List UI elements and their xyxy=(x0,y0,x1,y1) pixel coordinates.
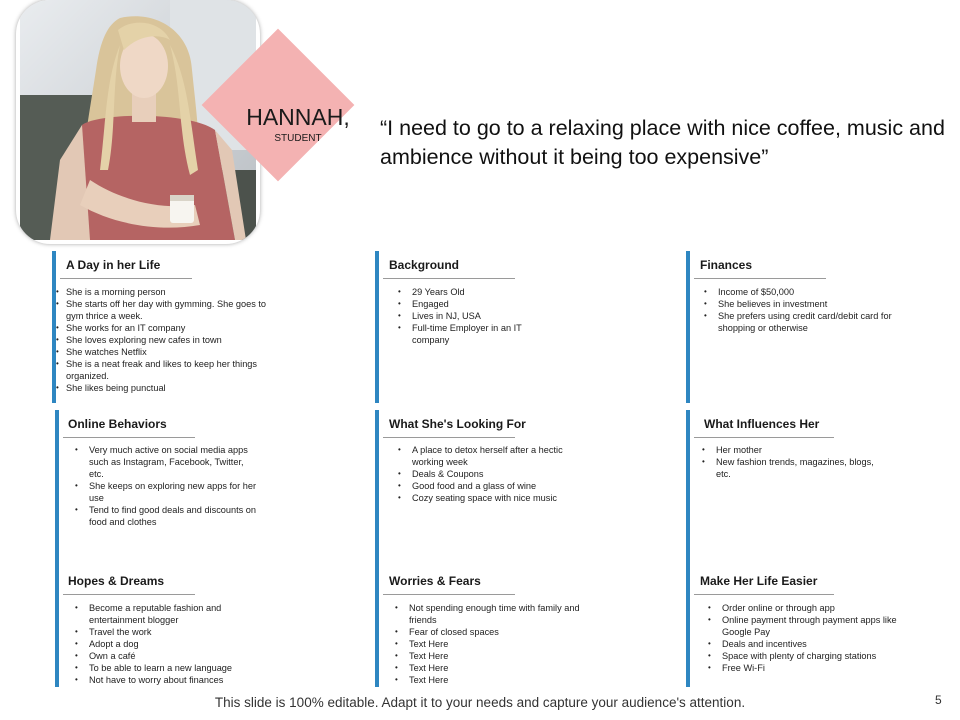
bullet-icon: • xyxy=(75,481,78,490)
section-bullet-item xyxy=(395,650,589,662)
bullet-text: Not have to worry about finances xyxy=(89,675,224,685)
bullet-text: Travel the work xyxy=(89,627,152,637)
section-title: Background xyxy=(389,258,460,272)
bullet-icon: • xyxy=(704,287,707,296)
section-bullet-list xyxy=(395,602,589,686)
section-bullet-item xyxy=(75,638,264,650)
bullet-icon: • xyxy=(56,383,59,392)
persona-role: STUDENT xyxy=(274,133,322,144)
section-divider xyxy=(383,437,515,438)
section-divider xyxy=(63,437,195,438)
page-number: 5 xyxy=(935,693,942,707)
section-accent-bar xyxy=(686,251,690,403)
section-accent-bar xyxy=(375,567,379,687)
section-bullet-item xyxy=(56,358,271,382)
section-title: Hopes & Dreams xyxy=(68,574,165,588)
section-title: Worries & Fears xyxy=(389,574,481,588)
bullet-text: Deals & Coupons xyxy=(412,469,484,479)
section-accent-bar xyxy=(686,410,690,568)
bullet-text: She watches Netflix xyxy=(66,347,147,357)
persona-quote: “I need to go to a relaxing place with nice coffee, music and ambience without it being too expensive” xyxy=(380,116,945,169)
bullet-text: Online payment through payment apps like Google Pay xyxy=(722,615,897,637)
bullet-text: Very much active on social media apps such as Instagram, Facebook, Twitter, etc. xyxy=(89,445,248,479)
bullet-text: Lives in NJ, USA xyxy=(412,311,481,321)
bullet-icon: • xyxy=(75,675,78,684)
section-bullet-item xyxy=(702,444,876,456)
bullet-text: Free Wi-Fi xyxy=(722,663,765,673)
bullet-text: Adopt a dog xyxy=(89,639,139,649)
bullet-icon: • xyxy=(75,627,78,636)
bullet-icon: • xyxy=(708,651,711,660)
bullet-icon: • xyxy=(395,639,398,648)
bullet-icon: • xyxy=(704,299,707,308)
section-bullet-item xyxy=(395,602,589,626)
section-card xyxy=(686,410,950,568)
section-title: What She's Looking For xyxy=(389,417,526,431)
section-divider xyxy=(694,437,834,438)
section-bullet-item xyxy=(704,298,903,310)
section-bullet-item xyxy=(398,468,592,480)
bullet-icon: • xyxy=(56,359,59,368)
bullet-text: She likes being punctual xyxy=(66,383,166,393)
section-bullet-item xyxy=(704,286,903,298)
bullet-icon: • xyxy=(398,311,401,320)
bullet-icon: • xyxy=(75,445,78,454)
section-bullet-item xyxy=(75,602,264,626)
bullet-text: Engaged xyxy=(412,299,449,309)
bullet-text: She loves exploring new cafes in town xyxy=(66,335,222,345)
section-title: What Influences Her xyxy=(704,417,820,431)
bullet-icon: • xyxy=(75,651,78,660)
bullet-text: She is a neat freak and likes to keep her things organized. xyxy=(66,359,258,381)
bullet-icon: • xyxy=(704,311,707,320)
bullet-text: Her mother xyxy=(716,445,762,455)
section-title: Online Behaviors xyxy=(68,417,167,431)
section-bullet-item xyxy=(56,346,271,358)
bullet-text: She keeps on exploring new apps for her use xyxy=(89,481,257,503)
bullet-icon: • xyxy=(395,675,398,684)
bullet-icon: • xyxy=(708,639,711,648)
bullet-text: Cozy seating space with nice music xyxy=(412,493,558,503)
bullet-icon: • xyxy=(75,603,78,612)
section-title: A Day in her Life xyxy=(66,258,161,272)
section-bullet-item xyxy=(398,310,552,322)
bullet-text: Good food and a glass of wine xyxy=(412,481,537,491)
section-bullet-item xyxy=(56,298,271,322)
bullet-icon: • xyxy=(708,663,711,672)
bullet-icon: • xyxy=(398,299,401,308)
bullet-icon: • xyxy=(75,505,78,514)
section-bullet-item xyxy=(708,614,907,638)
bullet-text: Text Here xyxy=(409,639,449,649)
bullet-icon: • xyxy=(395,603,398,612)
bullet-icon: • xyxy=(398,323,401,332)
bullet-text: Order online or through app xyxy=(722,603,835,613)
bullet-icon: • xyxy=(395,627,398,636)
bullet-text: Space with plenty of charging stations xyxy=(722,651,877,661)
section-bullet-list xyxy=(56,286,271,394)
section-bullet-item xyxy=(398,322,552,346)
section-bullet-item xyxy=(708,662,907,674)
section-bullet-item xyxy=(398,480,592,492)
section-title: Make Her Life Easier xyxy=(700,574,818,588)
section-bullet-item xyxy=(56,382,271,394)
bullet-text: Text Here xyxy=(409,663,449,673)
bullet-icon: • xyxy=(398,481,401,490)
bullet-text: Text Here xyxy=(409,651,449,661)
section-bullet-list xyxy=(75,444,259,528)
section-bullet-item xyxy=(56,334,271,346)
section-bullet-list xyxy=(702,444,876,480)
section-bullet-item xyxy=(702,456,876,480)
bullet-text: Full-time Employer in an IT company xyxy=(412,323,522,345)
bullet-text: 29 Years Old xyxy=(412,287,465,297)
section-bullet-item xyxy=(708,602,907,614)
bullet-icon: • xyxy=(75,663,78,672)
bullet-text: Become a reputable fashion and entertainment blogger xyxy=(89,603,222,625)
bullet-text: Fear of closed spaces xyxy=(409,627,499,637)
section-card xyxy=(686,567,950,687)
section-bullet-item xyxy=(56,322,271,334)
section-divider xyxy=(694,278,826,279)
section-divider xyxy=(383,594,515,595)
section-bullet-item xyxy=(75,480,259,504)
section-card xyxy=(686,251,950,403)
bullet-text: To be able to learn a new language xyxy=(89,663,233,673)
bullet-text: She starts off her day with gymming. She goes to gym thrice a week. xyxy=(66,299,267,321)
section-bullet-item xyxy=(704,310,903,334)
section-bullet-item xyxy=(708,650,907,662)
section-divider xyxy=(60,278,192,279)
persona-name-block xyxy=(236,104,360,145)
section-bullet-item xyxy=(75,626,264,638)
section-bullet-list xyxy=(398,444,592,504)
footer-note: This slide is 100% editable. Adapt it to your needs and capture your audience's attention. xyxy=(214,695,746,710)
section-accent-bar xyxy=(55,567,59,687)
bullet-icon: • xyxy=(75,639,78,648)
section-divider xyxy=(63,594,195,595)
bullet-text: She is a morning person xyxy=(66,287,166,297)
bullet-text: New fashion trends, magazines, blogs, etc. xyxy=(716,457,874,479)
section-bullet-item xyxy=(75,662,264,674)
bullet-icon: • xyxy=(708,615,711,624)
bullet-icon: • xyxy=(398,445,401,454)
bullet-icon: • xyxy=(398,469,401,478)
section-bullet-list xyxy=(75,602,264,686)
bullet-text: Text Here xyxy=(409,675,449,685)
section-bullet-list xyxy=(708,602,907,674)
bullet-text: She works for an IT company xyxy=(66,323,186,333)
bullet-icon: • xyxy=(56,287,59,296)
bullet-text: She believes in investment xyxy=(718,299,828,309)
bullet-text: Tend to find good deals and discounts on food and clothes xyxy=(89,505,257,527)
section-title: Finances xyxy=(700,258,753,272)
section-bullet-item xyxy=(395,674,589,686)
section-accent-bar xyxy=(55,410,59,568)
section-bullet-item xyxy=(75,650,264,662)
bullet-icon: • xyxy=(702,457,705,466)
bullet-text: She prefers using credit card/debit card for shopping or otherwise xyxy=(718,311,892,333)
section-bullet-item xyxy=(395,662,589,674)
bullet-icon: • xyxy=(56,299,59,308)
bullet-text: Not spending enough time with family and friends xyxy=(409,603,580,625)
section-bullet-item xyxy=(75,674,264,686)
section-bullet-item xyxy=(56,286,271,298)
bullet-text: A place to detox herself after a hectic working week xyxy=(412,445,563,467)
bullet-icon: • xyxy=(398,287,401,296)
bullet-icon: • xyxy=(398,493,401,502)
bullet-text: Income of $50,000 xyxy=(718,287,795,297)
section-bullet-item xyxy=(395,626,589,638)
section-accent-bar xyxy=(375,251,379,403)
section-bullet-list xyxy=(398,286,552,346)
section-divider xyxy=(383,278,515,279)
bullet-text: Deals and incentives xyxy=(722,639,807,649)
bullet-icon: • xyxy=(395,651,398,660)
section-bullet-item xyxy=(398,444,592,468)
section-bullet-item xyxy=(398,286,552,298)
bullet-icon: • xyxy=(56,323,59,332)
section-bullet-item xyxy=(75,504,259,528)
section-bullet-item xyxy=(75,444,259,480)
bullet-icon: • xyxy=(702,445,705,454)
bullet-icon: • xyxy=(708,603,711,612)
section-accent-bar xyxy=(375,410,379,568)
bullet-text: Own a café xyxy=(89,651,136,661)
section-bullet-item xyxy=(708,638,907,650)
section-bullet-item xyxy=(395,638,589,650)
section-bullet-item xyxy=(398,298,552,310)
bullet-icon: • xyxy=(56,347,59,356)
bullet-icon: • xyxy=(56,335,59,344)
bullet-icon: • xyxy=(395,663,398,672)
section-divider xyxy=(694,594,834,595)
persona-name: HANNAH, xyxy=(246,104,350,130)
section-bullet-list xyxy=(704,286,903,334)
section-bullet-item xyxy=(398,492,592,504)
section-accent-bar xyxy=(686,567,690,687)
